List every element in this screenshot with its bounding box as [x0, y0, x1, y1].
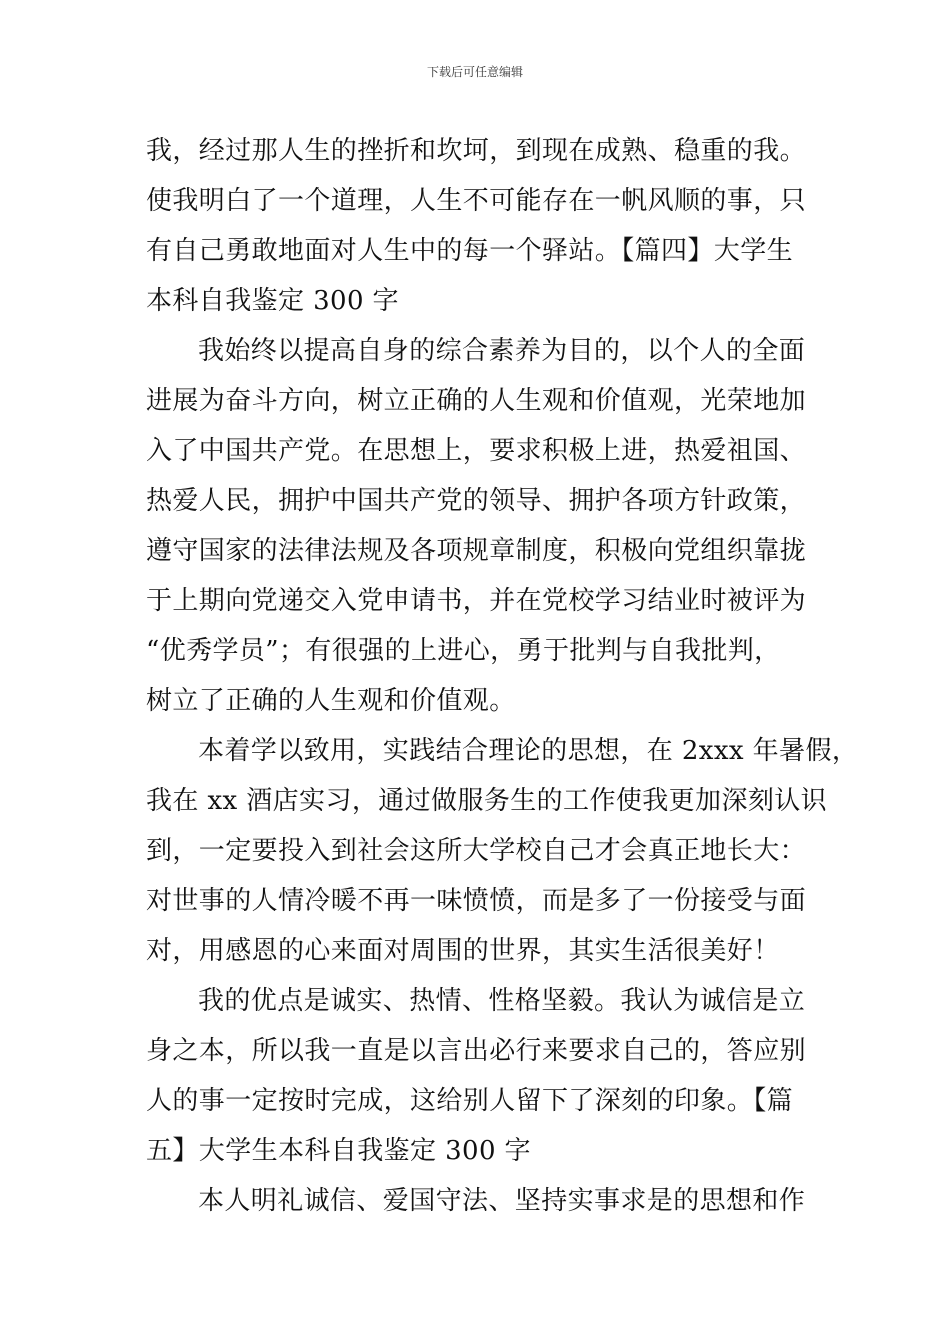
text-line: 身之本，所以我一直是以言出必行来要求自己的，答应别 [146, 1036, 807, 1066]
text-line: 五】大学生本科自我鉴定 300 字 [146, 1136, 531, 1166]
text-line: 我，经过那人生的挫折和坎坷，到现在成熟、稳重的我。 [146, 136, 807, 166]
text-line: 入了中国共产党。在思想上，要求积极上进，热爱祖国、 [146, 436, 807, 466]
text-line: 本科自我鉴定 300 字 [146, 286, 399, 316]
text-line: 热爱人民，拥护中国共产党的领导、拥护各项方针政策， [146, 486, 807, 516]
text-line: 人的事一定按时完成，这给别人留下了深刻的印象。【篇 [146, 1086, 794, 1116]
text-line: 于上期向党递交入党申请书，并在党校学习结业时被评为 [146, 586, 807, 616]
text-line: 树立了正确的人生观和价值观。 [146, 686, 516, 716]
paragraph-first-line: 我的优点是诚实、热情、性格坚毅。我认为诚信是立 [198, 986, 806, 1016]
document-body [146, 126, 859, 1226]
text-line: 有自己勇敢地面对人生中的每一个驿站。【篇四】大学生 [146, 236, 794, 266]
paragraph-first-line: 本着学以致用，实践结合理论的思想，在 2xxx 年暑假， [198, 736, 859, 766]
text-line: 到，一定要投入到社会这所大学校自己才会真正地长大： [146, 836, 807, 866]
text-line: 进展为奋斗方向，树立正确的人生观和价值观，光荣地加 [146, 386, 807, 416]
text-line: 我在 xx 酒店实习，通过做服务生的工作使我更加深刻认识 [146, 786, 828, 816]
text-line: “优秀学员”；有很强的上进心，勇于批判与自我批判， [146, 636, 781, 666]
text-line: 使我明白了一个道理，人生不可能存在一帆风顺的事，只 [146, 186, 807, 216]
text-line: 对世事的人情冷暖不再一味愤愤，而是多了一份接受与面 [146, 886, 807, 916]
paragraph-first-line: 我始终以提高自身的综合素养为目的，以个人的全面 [198, 336, 806, 366]
text-line: 遵守国家的法律法规及各项规章制度，积极向党组织靠拢 [146, 536, 807, 566]
text-line: 对，用感恩的心来面对周围的世界，其实生活很美好！ [146, 936, 780, 966]
page-header: 下载后可任意编辑 [426, 65, 523, 79]
paragraph-first-line: 本人明礼诚信、爱国守法、坚持实事求是的思想和作 [198, 1186, 806, 1216]
